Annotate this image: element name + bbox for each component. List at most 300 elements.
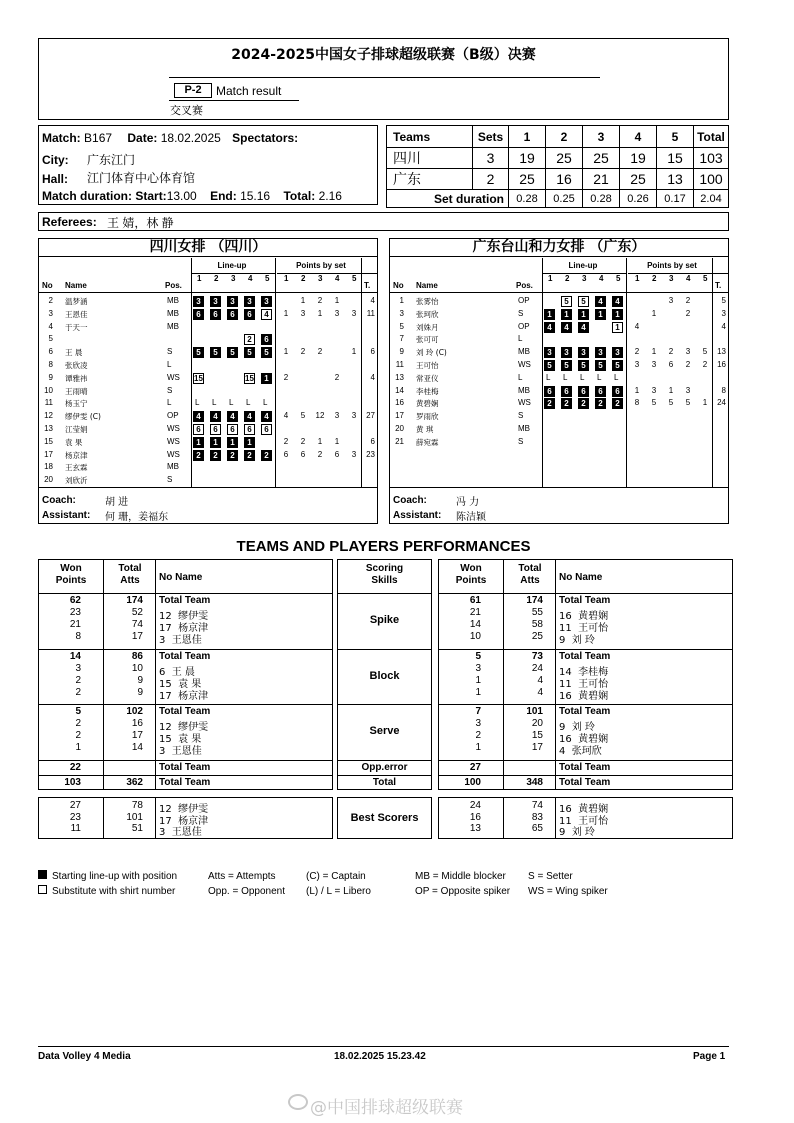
won-points-header: Won Points [455,563,487,586]
player-number: 2 [48,296,53,305]
starting-position-box: 5 [210,347,221,358]
starting-position-box: 2 [210,450,221,461]
set-points: 5 [300,411,306,421]
player-row [390,346,728,359]
total-points: 3 [721,308,726,318]
best-atts: 83 [531,811,543,823]
set-header: 2 [546,126,583,148]
lineup-set-num: 2 [214,274,219,283]
player-name: 16 黄碧娴 [559,611,609,622]
lineup-set-num: 4 [599,274,604,283]
set-points: 2 [283,436,289,446]
starting-position-box: 5 [227,347,238,358]
player-number: 10 [44,385,53,395]
player-number: 17 [44,449,53,459]
substitute-box: 6 [210,424,221,435]
set-points: 25 [583,148,620,169]
col-rule [155,798,156,838]
set-points: 25 [620,169,657,190]
total-atts-header: Total Atts [518,563,542,586]
set-points: 25 [509,169,546,190]
player-position: WS [167,449,180,459]
starting-position-box: 1 [612,309,623,320]
player-name: 9 刘 玲 [559,635,595,646]
starting-position-box: 5 [561,360,572,371]
match-label: Match: [42,131,81,145]
substitute-box: 15 [245,373,254,383]
starting-position-box: 3 [210,296,221,307]
start-value: 13.00 [166,189,197,203]
won-points-header: Won Points [55,563,87,586]
name-header: Name [65,281,87,290]
row-rule [338,704,431,705]
lineup-set-num: 5 [616,274,621,283]
player-row [39,449,377,462]
legend-ws: WS = Wing spiker [528,886,608,897]
player-row [390,385,728,398]
attempts: 174 [126,595,143,606]
starting-position-box: 6 [244,309,255,320]
attempts: 17 [531,742,543,753]
starting-position-box: 2 [561,398,572,409]
won-points: 3 [475,663,481,674]
footer-page: Page 1 [693,1051,726,1062]
set-points: 1 [651,347,657,357]
legend-setter: S = Setter [528,871,573,882]
perf-left-table [38,559,333,790]
pts-set-num: 4 [335,274,340,283]
player-position: MB [518,385,530,395]
pts-set-num: 2 [301,274,306,283]
set-points: 5 [651,398,657,408]
pts-set-num: 2 [652,274,657,283]
attempts: 73 [531,651,543,662]
won-points: 5 [475,651,481,662]
total-points: 103 [694,148,729,169]
starting-position-box: 5 [544,360,555,371]
starting-position-box: 5 [193,347,204,358]
starting-position-box: 5 [578,360,589,371]
total-points: 16 [717,360,726,369]
starting-position-box: 3 [612,347,623,358]
total-name: Total Team [159,777,211,788]
attempts: 16 [131,718,143,729]
substitute-box: 6 [193,424,204,435]
total-label: Total: [283,189,316,203]
match-info [38,125,378,205]
player-number: 18 [44,462,53,472]
won-points: 2 [75,730,81,741]
player-position: WS [518,398,531,408]
player-position: S [518,308,524,318]
player-row [39,295,377,308]
starting-position-box: 5 [595,360,606,371]
attempts: 9 [137,687,143,698]
row-rule [439,649,732,650]
referees-names: 王 婧，林 静 [107,216,174,230]
player-name: 张雾怡 [416,297,439,306]
player-row [39,308,377,321]
row-rule [39,775,332,776]
starting-position-box: 4 [578,322,589,333]
set-points: 25 [546,148,583,169]
set-points: 1 [702,398,708,408]
player-number: 3 [48,308,53,318]
row-rule [338,649,431,650]
total-points: 11 [366,308,375,318]
starting-position-box: 6 [227,309,238,320]
starting-position-box: 4 [561,322,572,333]
set-points: 5 [702,347,708,357]
player-position: WS [167,372,180,382]
starting-position-box: 5 [244,347,255,358]
attempts: 20 [531,718,543,729]
set-duration: 0.28 [583,190,620,208]
won-points: 14 [469,619,481,630]
total-points: 100 [694,169,729,190]
end-label: End: [210,189,237,203]
pts-set-num: 5 [703,274,708,283]
player-row [39,333,377,346]
set-duration: 0.17 [657,190,694,208]
set-points: 2 [685,308,691,318]
starting-position-box: 4 [544,322,555,333]
starting-position-box: 2 [244,450,255,461]
legend-op: OP = Opposite spiker [415,886,511,897]
player-name: Total Team [159,651,211,662]
player-name: 袁 果 [65,437,83,447]
player-name: 黄碧娴 [416,399,439,409]
player-name: 王玄霖 [65,463,88,473]
no-name-header: No Name [159,572,203,583]
points-by-set-label: Points by set [296,261,346,270]
player-position: MB [518,347,530,357]
set-points: 2 [334,372,340,382]
set-points: 2 [685,296,691,305]
player-name: 黄 琪 [416,425,434,434]
won-points: 2 [475,730,481,741]
doc-code: P-2 [174,83,212,98]
attempts: 25 [531,631,543,642]
score-box [386,125,729,205]
watermark-logo [288,1094,308,1110]
player-name: 17 杨京津 [159,623,209,634]
won-points: 3 [475,718,481,729]
best-player: 12 缪伊雯 [159,804,209,815]
player-number: 13 [44,424,53,433]
opp-error-name: Total Team [159,762,211,773]
player-name: 罗雨欣 [416,412,439,422]
player-name: Total Team [559,706,611,717]
player-name: Total Team [159,706,211,717]
won-points: 3 [75,663,81,674]
set-points: 3 [685,347,691,357]
won-points: 61 [469,595,481,606]
set-points: 1 [283,347,289,357]
pts-set-num: 4 [686,274,691,283]
player-row [390,295,728,308]
col-rule [555,560,556,789]
legend-substitute: Substitute with shirt number [52,886,176,897]
best-player: 3 王恩佳 [159,827,202,838]
coach-label: Coach: [393,495,427,506]
set-points: 3 [651,360,657,369]
won-points: 8 [75,631,81,642]
team-a-panel [38,238,378,524]
player-number: 5 [48,334,53,344]
points-by-set-label: Points by set [647,261,697,270]
player-position: S [167,385,173,395]
pos-header: Pos. [516,281,533,290]
row-rule [338,775,431,776]
set-points: 2 [317,449,323,459]
city-value: 广东江门 [87,153,136,167]
col-rule [155,560,156,789]
best-player: 9 刘 玲 [559,827,595,838]
total-points: 8 [721,385,726,395]
set-header: 4 [620,126,657,148]
doc-underline [169,100,299,101]
t-header: T. [715,281,722,290]
won-points: 1 [475,687,481,698]
attempts: 15 [531,730,543,741]
player-name: Total Team [159,595,211,606]
lineup-set-num: 5 [265,274,270,283]
pts-set-num: 5 [352,274,357,283]
set-points: 1 [334,296,340,305]
player-name: 12 缪伊雯 [159,722,209,733]
libero-mark: L [229,398,234,408]
set-points: 5 [668,398,674,408]
set-points: 4 [634,321,640,331]
set-points: 2 [317,347,323,357]
set-points: 2 [283,372,289,382]
player-name: 刘姝月 [416,322,439,332]
best-atts: 101 [126,811,143,823]
player-row [390,359,728,372]
set-points: 1 [668,385,674,395]
best-atts: 74 [531,800,543,811]
row-rule [39,760,332,761]
set-points: 1 [317,436,323,446]
player-name: 15 袁 果 [159,679,202,690]
substitute-box: 6 [244,424,255,435]
legend-libero: (L) / L = Libero [306,886,371,897]
player-number: 13 [395,372,404,382]
best-points: 23 [69,811,81,823]
sets-won: 2 [473,169,509,190]
total-points: 23 [366,449,375,459]
player-position: OP [518,321,530,331]
player-position: WS [518,360,531,369]
player-row [39,346,377,359]
starting-position-box: 6 [261,334,272,345]
perf-skills-column [337,559,432,790]
player-row [39,474,377,487]
player-name: 张珂欣 [416,309,439,319]
set-points: 1 [317,308,323,318]
total-points: 6 [370,436,375,446]
set-header: 1 [509,126,546,148]
player-position: MB [167,308,179,318]
player-position: MB [167,462,179,472]
starting-position-box: 6 [578,386,589,397]
attempts: 17 [131,730,143,741]
set-points: 3 [634,360,640,369]
starting-position-box: 3 [561,347,572,358]
starting-lineup-icon [38,870,47,879]
starting-position-box: 1 [544,309,555,320]
substitute-box: 15 [194,373,203,383]
best-points: 11 [70,823,81,834]
performances-title: TEAMS AND PLAYERS PERFORMANCES [236,538,531,555]
won-points: 2 [75,687,81,698]
substitute-box: 5 [561,296,572,307]
row-rule [39,593,332,594]
player-row [39,410,377,423]
attempts: 10 [131,663,143,674]
lineup-set-num: 1 [548,274,553,283]
player-number: 5 [399,321,404,331]
legend-atts: Atts = Attempts [208,871,276,882]
row-rule [39,649,332,650]
no-header: No [393,281,404,290]
set-points: 6 [334,449,340,459]
player-name: 15 袁 果 [159,734,202,745]
player-row [390,321,728,334]
assistant-name: 陈洁颖 [456,512,486,523]
col-rule [555,798,556,838]
pos-header: Pos. [165,281,182,290]
won-points: 23 [69,607,81,618]
player-number: 20 [44,475,53,485]
player-name: 王雨晴 [65,386,88,396]
set-points: 19 [509,148,546,169]
set-points: 3 [300,308,306,318]
starting-position-box: 6 [595,386,606,397]
attempts: 24 [531,663,543,674]
row-rule [338,593,431,594]
set-points: 6 [283,449,289,459]
player-row [39,372,377,385]
row-rule [439,760,732,761]
coach-label: Coach: [42,495,76,506]
player-row [39,423,377,436]
date-label: Date: [127,131,158,145]
set-points: 3 [668,296,674,305]
set-points: 8 [634,398,640,408]
player-row [390,436,728,449]
won-points: 2 [75,675,81,686]
lineup-set-num: 1 [197,274,202,283]
best-left-table [38,797,333,839]
set-points: 2 [300,347,306,357]
player-name: 张欣凌 [65,361,88,370]
substitute-box: 4 [261,309,272,320]
set-points: 12 [315,411,325,421]
starting-position-box: 4 [595,296,606,307]
set-points: 1 [634,385,640,395]
player-number: 11 [44,398,53,408]
lineup-set-num: 3 [582,274,587,283]
total-value: 2.16 [318,189,342,203]
player-number: 16 [395,398,404,408]
total-points: 4 [370,372,375,382]
attempts: 102 [126,706,143,717]
total-points: 27 [366,411,375,421]
player-position: L [167,398,172,408]
libero-mark: L [580,372,585,382]
set-points: 19 [620,148,657,169]
libero-mark: L [263,398,268,408]
substitute-box: 6 [261,424,272,435]
assistant-name: 何 珊，姜福东 [105,512,169,523]
best-player: 11 王可怡 [559,815,609,827]
lineup-set-num: 3 [231,274,236,283]
row-rule [439,704,732,705]
set-points: 1 [351,347,357,357]
attempts: 9 [137,675,143,686]
player-number: 12 [44,411,53,421]
won-points: 2 [75,718,81,729]
starting-position-box: 3 [244,296,255,307]
total-points: 4 [370,296,375,305]
total-atts: 348 [526,777,543,788]
assistant-label: Assistant: [42,510,91,521]
set-header: 5 [657,126,694,148]
pts-set-num: 1 [284,274,289,283]
player-name: 14 李桂梅 [559,667,609,678]
legend-opp: Opp. = Opponent [208,886,286,897]
lineup-label: Line-up [568,261,598,270]
total-duration: 2.04 [694,190,729,208]
player-name: 李桂梅 [416,386,439,396]
set-header: 3 [583,126,620,148]
starting-position-box: 3 [595,347,606,358]
player-number: 17 [395,411,404,421]
footer-software: Data Volley 4 Media [38,1051,131,1062]
player-position: MB [518,424,530,433]
player-name: 12 缪伊雯 [159,611,209,622]
set-points: 1 [334,436,340,446]
lineup-set-num: 4 [248,274,253,283]
set-points: 1 [300,296,306,305]
player-name: 王 晨 [65,348,83,358]
t-header: T. [364,281,371,290]
set-points: 21 [583,169,620,190]
starting-position-box: 5 [612,360,623,371]
player-name: 16 黄碧娴 [559,734,609,745]
player-number: 4 [48,321,53,331]
attempts: 174 [526,595,543,606]
city-label: City: [42,153,69,167]
player-name: 9 刘 玲 [559,722,595,733]
player-name: 刘欣沂 [65,476,88,486]
total-points: 4 [721,321,726,331]
opp-error-points: 22 [69,762,81,773]
attempts: 86 [131,651,143,662]
starting-position-box: 4 [193,411,204,422]
won-points: 14 [69,651,81,662]
opp-error-name: Total Team [559,762,611,773]
won-points: 1 [475,675,481,686]
total-points: 103 [64,777,81,788]
coach-name: 冯 力 [456,497,480,508]
player-name: 11 王可怡 [559,679,609,690]
best-points: 13 [469,823,481,834]
row-rule [439,775,732,776]
best-points: 16 [469,811,481,823]
